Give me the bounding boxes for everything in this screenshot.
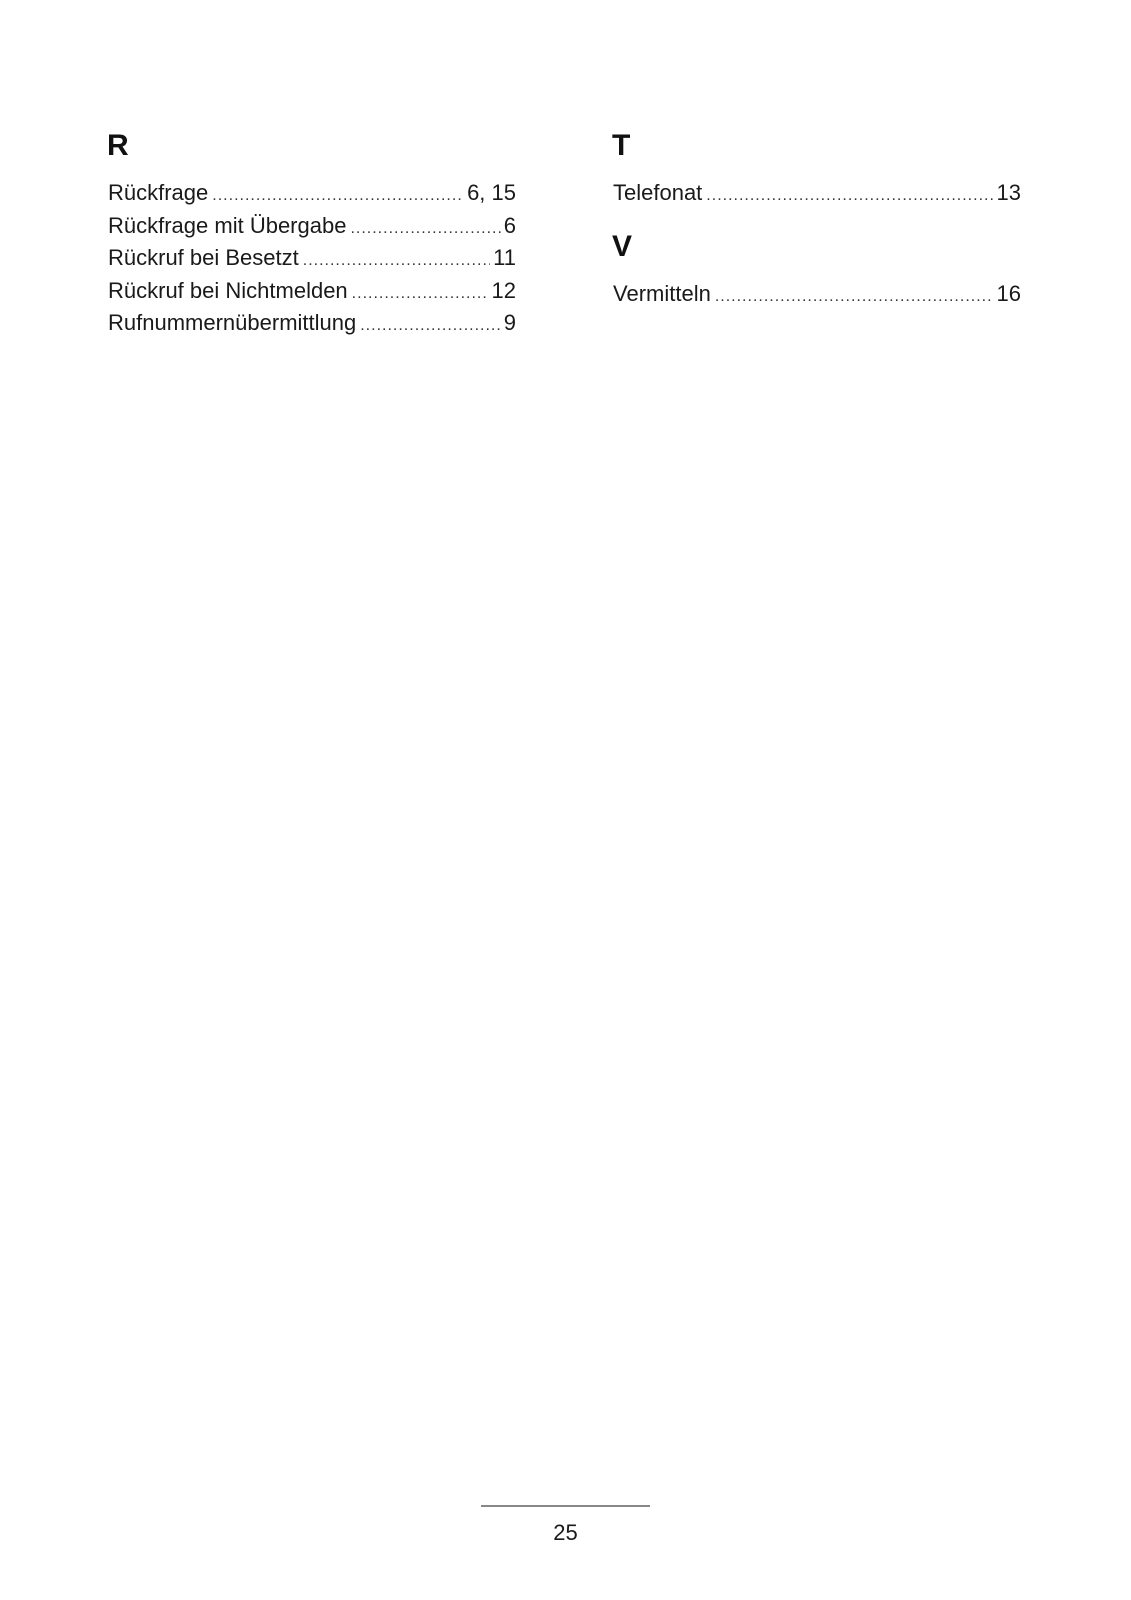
dot-leader bbox=[350, 214, 500, 244]
index-page-ref: 6 bbox=[503, 212, 516, 238]
index-column-right bbox=[613, 128, 1021, 311]
page-number: 25 bbox=[553, 1520, 578, 1545]
index-entry bbox=[613, 279, 1021, 312]
index-term: Rückruf bei Nichtmelden bbox=[108, 277, 348, 303]
dot-leader bbox=[715, 282, 994, 312]
index-page-ref: 13 bbox=[996, 180, 1021, 205]
index-entry bbox=[108, 178, 516, 211]
dot-leader bbox=[303, 246, 490, 276]
index-letter-heading: R bbox=[107, 129, 129, 162]
index-term: Rückfrage bbox=[108, 180, 209, 205]
index-term: Rückfrage mit Übergabe bbox=[108, 212, 347, 238]
dot-leader bbox=[212, 181, 464, 211]
index-entry bbox=[108, 308, 516, 341]
dot-leader bbox=[706, 181, 993, 211]
dot-leader bbox=[360, 311, 501, 341]
index-entry bbox=[108, 211, 516, 244]
index-page-ref: 11 bbox=[493, 245, 516, 270]
footer-rule bbox=[481, 1505, 650, 1507]
index-page-ref: 12 bbox=[491, 277, 516, 303]
index-column-left bbox=[108, 128, 516, 341]
index-section-r bbox=[108, 128, 516, 341]
index-section-t bbox=[613, 128, 1021, 211]
index-page-ref: 6, 15 bbox=[467, 180, 516, 205]
index-term: Rufnummernübermittlung bbox=[108, 310, 357, 335]
index-entry bbox=[108, 276, 516, 309]
index-letter-heading: T bbox=[612, 129, 631, 162]
index-term: Rückruf bei Besetzt bbox=[108, 245, 299, 270]
index-letter-heading: V bbox=[612, 229, 633, 263]
index-entry bbox=[613, 178, 1021, 211]
index-term: Vermitteln bbox=[613, 280, 711, 306]
dot-leader bbox=[352, 279, 489, 309]
index-section-v bbox=[613, 229, 1021, 312]
index-term: Telefonat bbox=[613, 180, 703, 205]
index-page-ref: 16 bbox=[996, 280, 1021, 306]
index-page-ref: 9 bbox=[503, 310, 516, 335]
index-entry bbox=[108, 243, 516, 276]
